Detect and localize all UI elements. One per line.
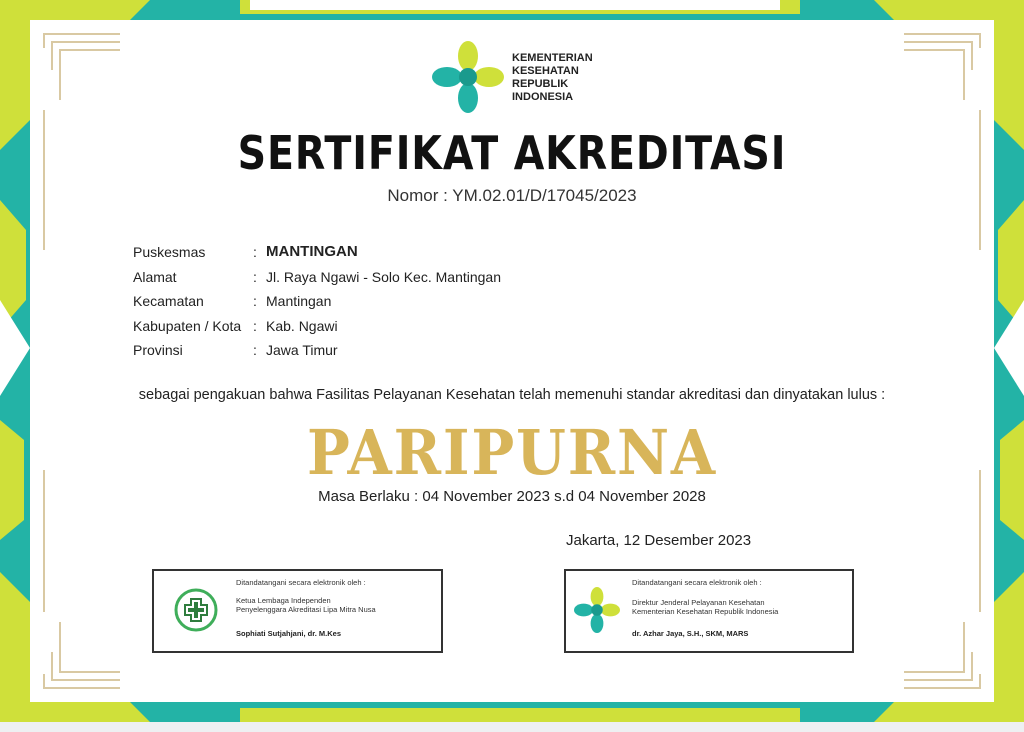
accreditation-statement: sebagai pengakuan bahwa Fasilitas Pelayanan Kesehatan telah memenuhi standar akreditasi dan dinyatakan lulus : — [138, 387, 886, 403]
certificate-title: SERTIFIKAT AKREDITASI — [237, 126, 787, 180]
ministry-name — [512, 52, 593, 104]
signatory-name: dr. Azhar Jaya, S.H., SKM, MARS — [632, 629, 749, 638]
detail-colon: : — [253, 342, 257, 358]
detail-value: Jawa Timur — [266, 342, 338, 358]
signature-title-line: Penyelenggara Akreditasi Lipa Mitra Nusa — [236, 605, 376, 614]
certificate-number: Nomor : YM.02.01/D/17045/2023 — [387, 186, 637, 205]
place-date: Jakarta, 12 Desember 2023 — [566, 532, 752, 549]
ministry-line: REPUBLIK — [512, 78, 569, 90]
signature-header: Ditandatangani secara elektronik oleh : — [236, 578, 366, 587]
accreditation-grade: PARIPURNA — [306, 416, 718, 489]
detail-label: Kabupaten / Kota — [133, 317, 242, 334]
signature-title — [632, 598, 778, 616]
detail-label: Alamat — [133, 268, 177, 285]
signature-box-lam — [152, 569, 443, 653]
bottom-strip — [0, 722, 1024, 732]
detail-label: Provinsi — [133, 342, 183, 358]
signature-box-kemenkes — [564, 569, 854, 653]
ministry-line: INDONESIA — [512, 91, 574, 103]
ministry-logo — [432, 40, 632, 116]
signature-title-line: Direktur Jenderal Pelayanan Kesehatan — [632, 598, 765, 607]
validity-period: Masa Berlaku : 04 November 2023 s.d 04 November 2028 — [318, 488, 706, 505]
detail-label: Kecamatan — [133, 293, 204, 309]
signature-title-line: Ketua Lembaga Independen — [236, 596, 331, 605]
detail-value: MANTINGAN — [266, 243, 358, 260]
detail-colon: : — [253, 244, 257, 260]
kemenkes-logo-icon — [432, 40, 504, 114]
detail-value: Kab. Ngawi — [266, 317, 338, 334]
signature-title — [236, 596, 376, 614]
detail-colon: : — [253, 317, 257, 334]
signature-title-line: Kementerian Kesehatan Republik Indonesia — [632, 607, 779, 616]
detail-value: Jl. Raya Ngawi - Solo Kec. Mantingan — [266, 268, 501, 285]
kemenkes-logo-icon — [574, 584, 620, 636]
lipa-mitra-nusa-logo-icon — [171, 587, 221, 633]
detail-value: Mantingan — [266, 293, 332, 309]
signatory-name: Sophiati Sutjahjani, dr. M.Kes — [236, 629, 342, 638]
ministry-line: KEMENTERIAN — [512, 52, 593, 64]
detail-colon: : — [253, 268, 257, 285]
signature-header: Ditandatangani secara elektronik oleh : — [632, 578, 762, 587]
detail-colon: : — [253, 293, 257, 309]
detail-label: Puskesmas — [133, 244, 206, 260]
ministry-line: KESEHATAN — [512, 65, 579, 77]
